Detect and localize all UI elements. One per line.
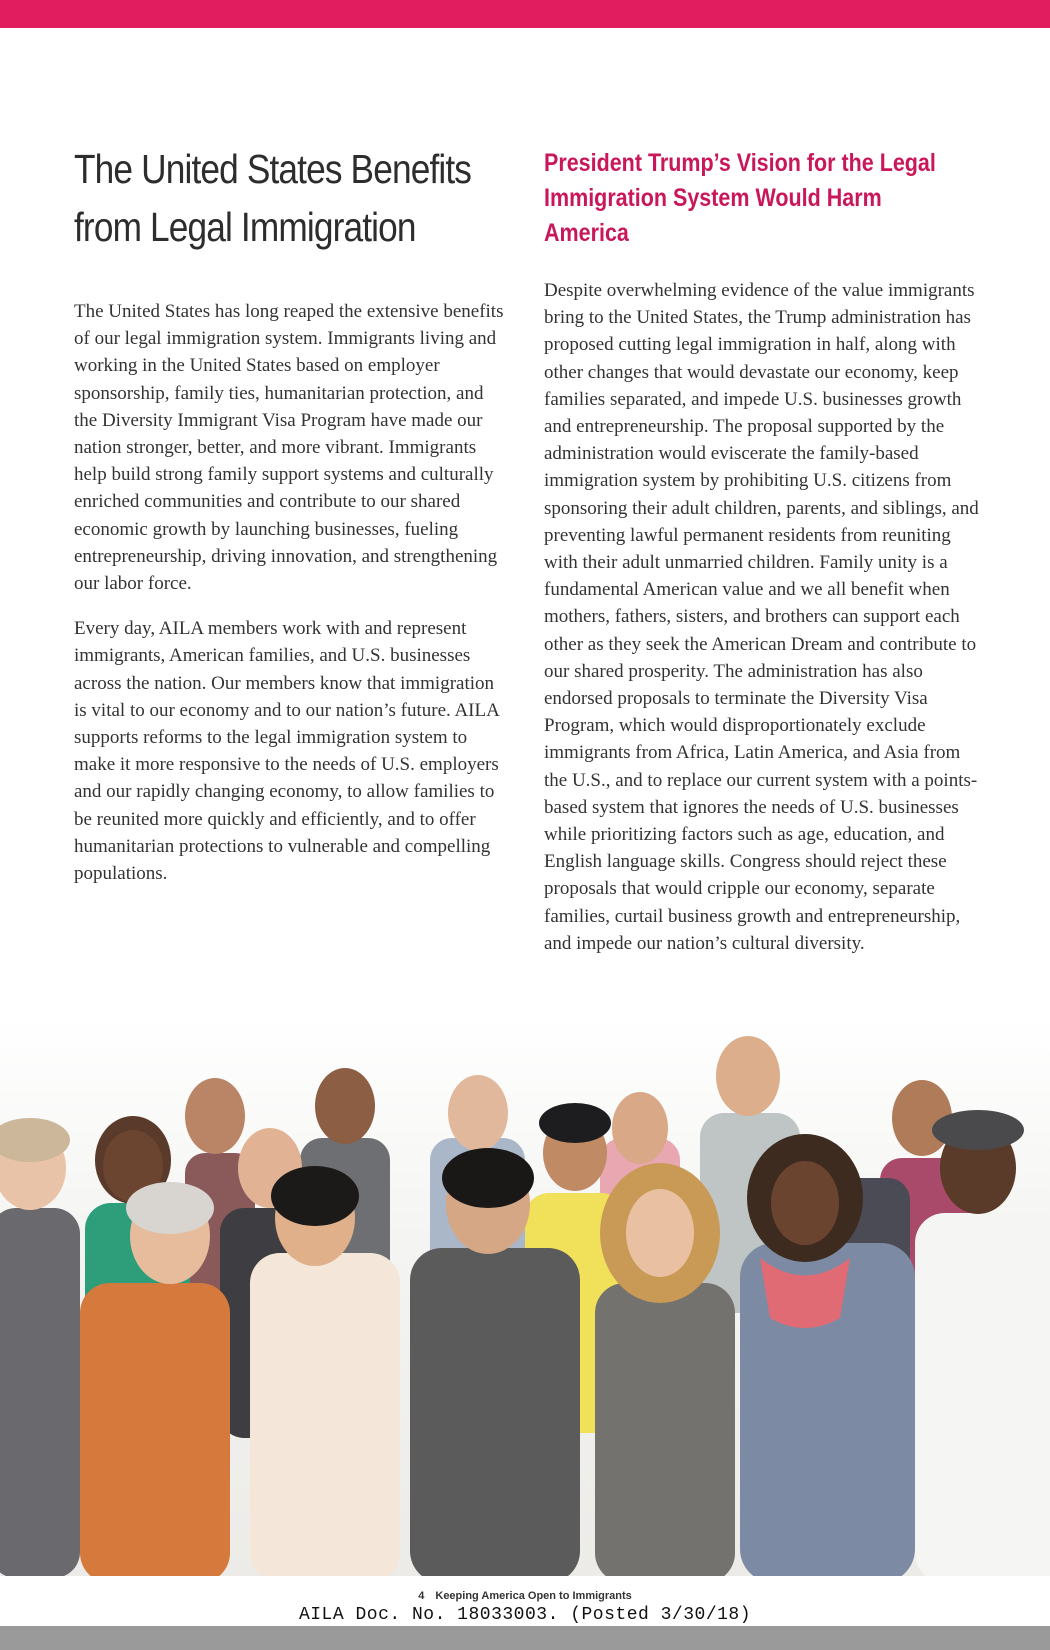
- left-column: [74, 140, 506, 887]
- left-paragraph-2: Every day, AILA members work with and represent immigrants, American families, and U.S. businesses across the nation. Our members know that immigration is vital to our economy and to our nation’s future. AILA supports reforms to the legal immigration system to make it more responsive to the needs of U.S. employers and our rapidly changing economy, to allow families to be reunited more quickly and efficiently, and to offer humanitarian protections to vulnerable and compelling populations.: [74, 618, 499, 885]
- right-column: [544, 146, 984, 957]
- left-paragraph-1: The United States has long reaped the extensive benefits of our legal immigration system. Immigrants living and working in the United States based on employer sponsorship, family ties, humanitarian protection, and the Diversity Immigrant Visa Program have made our nation stronger, better, and more vibrant. Immigrants help build strong family support systems and culturally enriched communities and contribute to our shared economic growth by launching businesses, fueling entrepreneurship, driving innovation, and strengthening our labor force.: [74, 301, 504, 595]
- group-photo-illustration: [0, 1018, 1050, 1576]
- page-footer: [0, 1590, 1050, 1602]
- right-paragraph-1: Despite overwhelming evidence of the value immigrants bring to the United States, the Trump administration has proposed cutting legal immigration in half, along with other changes that would devastate our economy, keep families separated, and impede U.S. businesses growth and entrepreneurship. The proposal supported by the administration would eviscerate the family-based immigration system by prohibiting U.S. citizens from sponsoring their adult children, parents, and siblings, and preventing lawful permanent residents from reuniting with their adult unmarried children. Family unity is a fundamental American value and we all benefit when mothers, fathers, sisters, and brothers can support each other as they seek the American Dream and contribute to our shared prosperity. The administration has also endorsed proposals to terminate the Diversity Visa Program, which would disproportionately exclude immigrants from Africa, Latin America, and Asia from the U.S., and to replace our current system with a points-based system that ignores the needs of U.S. businesses while prioritizing factors such as age, education, and English language skills. Congress should reject these proposals that would cripple our economy, separate families, curtail business growth and entrepreneurship, and impede our nation’s cultural diversity.: [544, 280, 979, 954]
- person-front-5: [595, 1163, 735, 1576]
- top-accent-bar: [0, 0, 1050, 28]
- page-number: 4: [418, 1590, 425, 1602]
- publication-title: Keeping America Open to Immigrants: [435, 1590, 632, 1602]
- group-photo: [0, 1018, 1050, 1576]
- bottom-bar: [0, 1626, 1050, 1650]
- document-stamp: AILA Doc. No. 18033003. (Posted 3/30/18): [298, 1605, 752, 1625]
- page-title: The United States Benefits from Legal Immigration: [74, 146, 472, 250]
- person-front-1: [0, 1118, 80, 1576]
- section-heading: President Trump’s Vision for the Legal Immigration System Would Harm America: [544, 149, 936, 247]
